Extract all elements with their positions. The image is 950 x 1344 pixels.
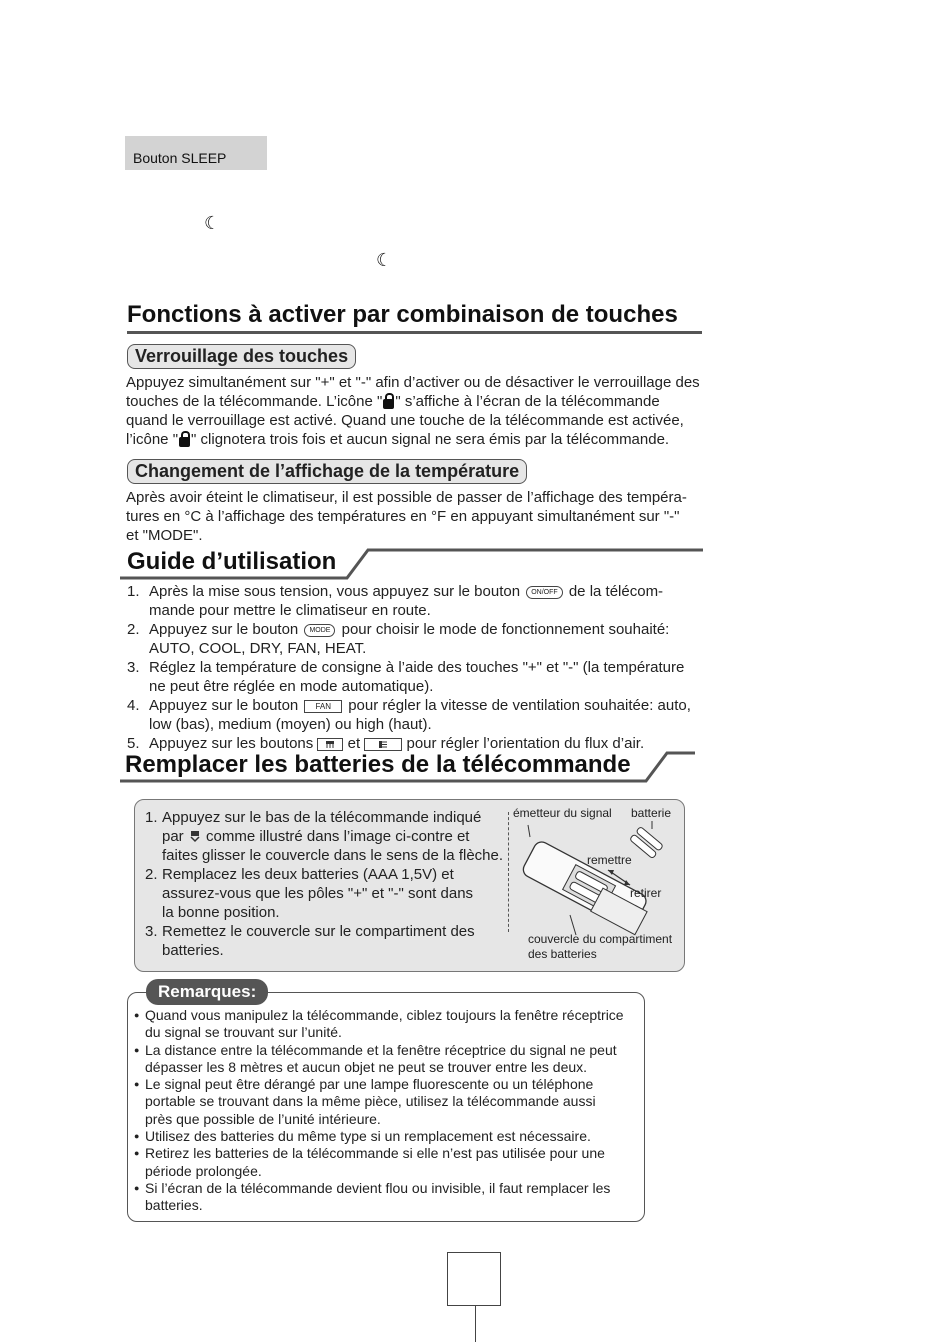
guide-list <box>127 582 727 753</box>
lock-paragraph: Appuyez simultanément sur "+" et "-" afin d’activer ou de désactiver le verrouillage des touches de la télécommande. L’icône " " s’affiche à l’écran de la télécommande quand le verrouillage est activé. Quand une touche de la télécommande est activée, l’icône " " clignotera trois fois et aucun signal ne sera émis par la télécommande. <box>126 374 700 448</box>
guide-step: 2. Appuyez sur le bouton MODE pour choisir le mode de fonctionnement souhaité: AUTO, COOL, DRY, FAN, HEAT. <box>127 621 670 657</box>
page-marker-line <box>475 1306 476 1342</box>
battery-title-underline <box>120 748 700 784</box>
guide-step: 3. Réglez la température de consigne à l’aide des touches "+" et "-" (la température ne peut être réglée en mode automatique). <box>127 659 685 695</box>
temp-subtitle: Changement de l’affichage de la température <box>127 459 527 484</box>
note-item: ● Le signal peut être dérangé par une lampe fluorescente ou un téléphone portable se trouvant dans la même pièce, utilisez la télécommande aussi près que possible de l’unité intérieure. <box>134 1076 646 1128</box>
temp-paragraph: Après avoir éteint le climatiseur, il est possible de passer de l’affichage des tempéra- tures en °C à l’affichage des températures en °F en appuyant simultanément sur "-" et "MODE". <box>126 489 687 544</box>
fan-button-icon: FAN <box>304 700 342 713</box>
label-cover-2: des batteries <box>528 947 597 961</box>
remote-battery-diagram <box>512 815 682 945</box>
guide-step: 5. Appuyez sur les boutons et pour régler l’orientation du flux d’air. <box>127 735 645 752</box>
mode-button-icon: MODE <box>304 624 335 637</box>
lock-subtitle: Verrouillage des touches <box>127 344 356 369</box>
battery-title: Remplacer les batteries de la télécommande <box>125 751 631 778</box>
open-arrow-icon <box>188 830 202 844</box>
onoff-button-icon: ON/OFF <box>526 586 562 599</box>
note-item: ● Quand vous manipulez la télécommande, ciblez toujours la fenêtre réceptrice du signal se trouvant sur l’unité. <box>134 1007 646 1042</box>
moon-icon: ☾ <box>204 213 221 233</box>
note-item: ● La distance entre la télécommande et la fenêtre réceptrice du signal ne peut dépasser les 8 mètres et aucun objet ne peut se trouver entre les deux. <box>134 1042 646 1077</box>
notes-list <box>134 1007 646 1215</box>
notes-title: Remarques: <box>146 979 268 1005</box>
page-number-box <box>447 1252 501 1306</box>
label-battery: batterie <box>631 806 672 820</box>
guide-step: 1. Après la mise sous tension, vous appuyez sur le bouton ON/OFF de la télécom- mande pour mettre le climatiseur en route. <box>127 583 664 619</box>
moon-icon: ☾ <box>376 250 393 270</box>
sleep-button-tag: Bouton SLEEP <box>125 136 267 170</box>
dashed-separator <box>508 812 509 932</box>
label-cover-1: couvercle du compartiment <box>528 932 673 946</box>
battery-step: 2. Remplacez les deux batteries (AAA 1,5V) et assurez-vous que les pôles "+" et "-" sont dans la bonne position. <box>145 866 474 921</box>
label-replace: remettre <box>587 853 632 867</box>
note-item: ● Utilisez des batteries du même type si un remplacement est nécessaire. <box>134 1128 646 1145</box>
label-remove: retirer <box>630 886 662 900</box>
guide-step: 4. Appuyez sur le bouton FAN pour régler la vitesse de ventilation souhaitée: auto, low (bas), medium (moyen) ou high (haut). <box>127 697 691 733</box>
battery-step: 3. Remettez le couvercle sur le compartiment des batteries. <box>145 923 475 959</box>
battery-steps <box>145 808 510 960</box>
note-item: ● Si l’écran de la télécommande devient flou ou invisible, il faut remplacer les batteries. <box>134 1180 646 1215</box>
battery-step: 1. Appuyez sur le bas de la télécommande indiqué par comme illustré dans l’image ci-contre et faites glisser le couvercle dans le sens de la flèche. <box>145 809 504 864</box>
guide-title-underline <box>120 545 710 581</box>
guide-title: Guide d’utilisation <box>127 548 337 575</box>
lock-icon <box>179 437 190 447</box>
combo-title: Fonctions à activer par combinaison de touches <box>127 301 702 334</box>
note-item: ● Retirez les batteries de la télécommande si elle n’est pas utilisée pour une période prolongée. <box>134 1145 646 1180</box>
label-emitter: émetteur du signal <box>513 806 612 820</box>
lock-icon <box>383 399 394 409</box>
